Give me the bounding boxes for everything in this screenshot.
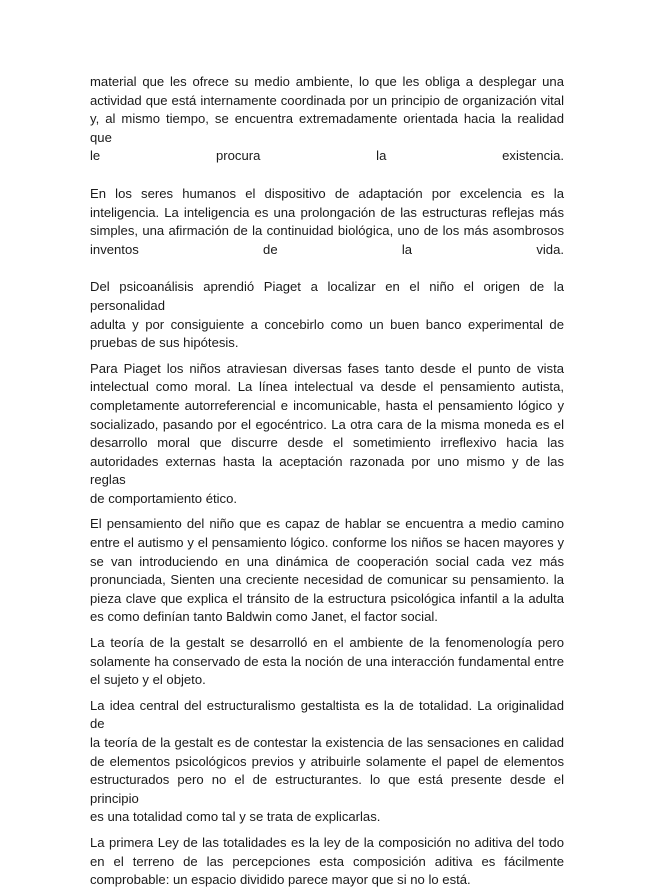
text-line: y, al mismo tiempo, se encuentra extremadamente orientada hacia la realidad que xyxy=(90,111,564,145)
paragraph-7 xyxy=(90,697,564,827)
text-line: material que les ofrece su medio ambiente, lo que les obliga a desplegar una xyxy=(90,74,564,89)
paragraph-3 xyxy=(90,278,564,352)
text-line: inventos de la vida. xyxy=(90,241,564,257)
text-line: desarrollo moral que discurre desde el sometimiento irreflexivo hacia las xyxy=(90,435,564,451)
text-line: La primera Ley de las totalidades es la ley de la composición no aditiva del todo xyxy=(90,834,564,850)
text-line: pieza clave que explica el tránsito de la estructura psicológica infantil a la adulta xyxy=(90,590,564,606)
text-line: En los seres humanos el dispositivo de adaptación por excelencia es la xyxy=(90,185,564,201)
text-line: Del psicoanálisis aprendió Piaget a localizar en el niño el origen de la personalidad xyxy=(90,279,564,313)
text-line: socializado, pasando por el egocéntrico. La otra cara de la misma moneda es el xyxy=(90,416,564,432)
paragraph-2 xyxy=(90,185,564,259)
text-line: La idea central del estructuralismo gestaltista es la de totalidad. La originalidad de xyxy=(90,697,564,732)
paragraph-gap xyxy=(90,627,564,634)
paragraph-gap xyxy=(90,827,564,834)
text-line: el sujeto y el objeto. xyxy=(90,672,206,688)
text-line: actividad que está internamente coordinada por un principio de organización vital xyxy=(90,92,564,108)
text-line: se van introduciendo en una dinámica de cooperación social cada vez más xyxy=(90,553,564,569)
text-line: comprobable: un espacio dividido parece mayor que si no lo está. xyxy=(90,872,471,888)
document-page xyxy=(90,73,564,890)
text-line: es como definían tanto Baldwin como Janet, el factor social. xyxy=(90,609,438,625)
text-line: le procura la existencia. xyxy=(90,148,564,164)
text-line: simples, una afirmación de la continuidad biológica, uno de los más asombrosos xyxy=(90,223,564,239)
text-line: de comportamiento ético. xyxy=(90,490,238,506)
text-line: estructurados pero no el de estructurantes. lo que está presente desde el principio xyxy=(90,772,564,806)
text-line: es una totalidad como tal y se trata de explicarlas. xyxy=(90,809,381,825)
text-line: completamente autorreferencial e incomunicable, hasta el pensamiento lógico y xyxy=(90,397,564,413)
paragraph-gap xyxy=(90,259,564,278)
text-line: la teoría de la gestalt es de contestar la existencia de las sensaciones en calidad xyxy=(90,735,564,750)
paragraph-gap xyxy=(90,166,564,185)
text-line: inteligencia. La inteligencia es una prolongación de las estructuras reflejas más xyxy=(90,204,564,220)
text-line: en el terreno de las percepciones esta composición aditiva es fácilmente xyxy=(90,853,564,869)
text-line: autoridades externas hasta la aceptación razonada por uno mismo y de las reglas xyxy=(90,453,564,488)
paragraph-4 xyxy=(90,360,564,509)
text-line: solamente ha conservado de esta la noción de una interacción fundamental entre xyxy=(90,653,564,669)
text-line: La teoría de la gestalt se desarrolló en el ambiente de la fenomenología pero xyxy=(90,635,564,651)
paragraph-1 xyxy=(90,73,564,166)
text-line: El pensamiento del niño que es capaz de hablar se encuentra a medio camino xyxy=(90,516,564,532)
paragraph-5 xyxy=(90,515,564,627)
paragraph-6 xyxy=(90,634,564,690)
text-line: adulta y por consiguiente a concebirlo como un buen banco experimental de xyxy=(90,316,564,332)
text-line: entre el autismo y el pensamiento lógico. conforme los niños se hacen mayores y xyxy=(90,535,564,551)
paragraph-gap xyxy=(90,353,564,360)
text-line: Para Piaget los niños atraviesan diversas fases tanto desde el punto de vista xyxy=(90,360,564,376)
text-line: pruebas de sus hipótesis. xyxy=(90,335,239,351)
paragraph-gap xyxy=(90,508,564,515)
text-line: pronunciada, Sienten una creciente necesidad de comunicar su pensamiento. la xyxy=(90,572,564,588)
paragraph-gap xyxy=(90,690,564,697)
paragraph-8 xyxy=(90,834,564,890)
text-line: de elementos psicológicos previos y atribuirle solamente el papel de elementos xyxy=(90,753,564,769)
text-line: intelectual como moral. La línea intelectual va desde el pensamiento autista, xyxy=(90,379,564,395)
